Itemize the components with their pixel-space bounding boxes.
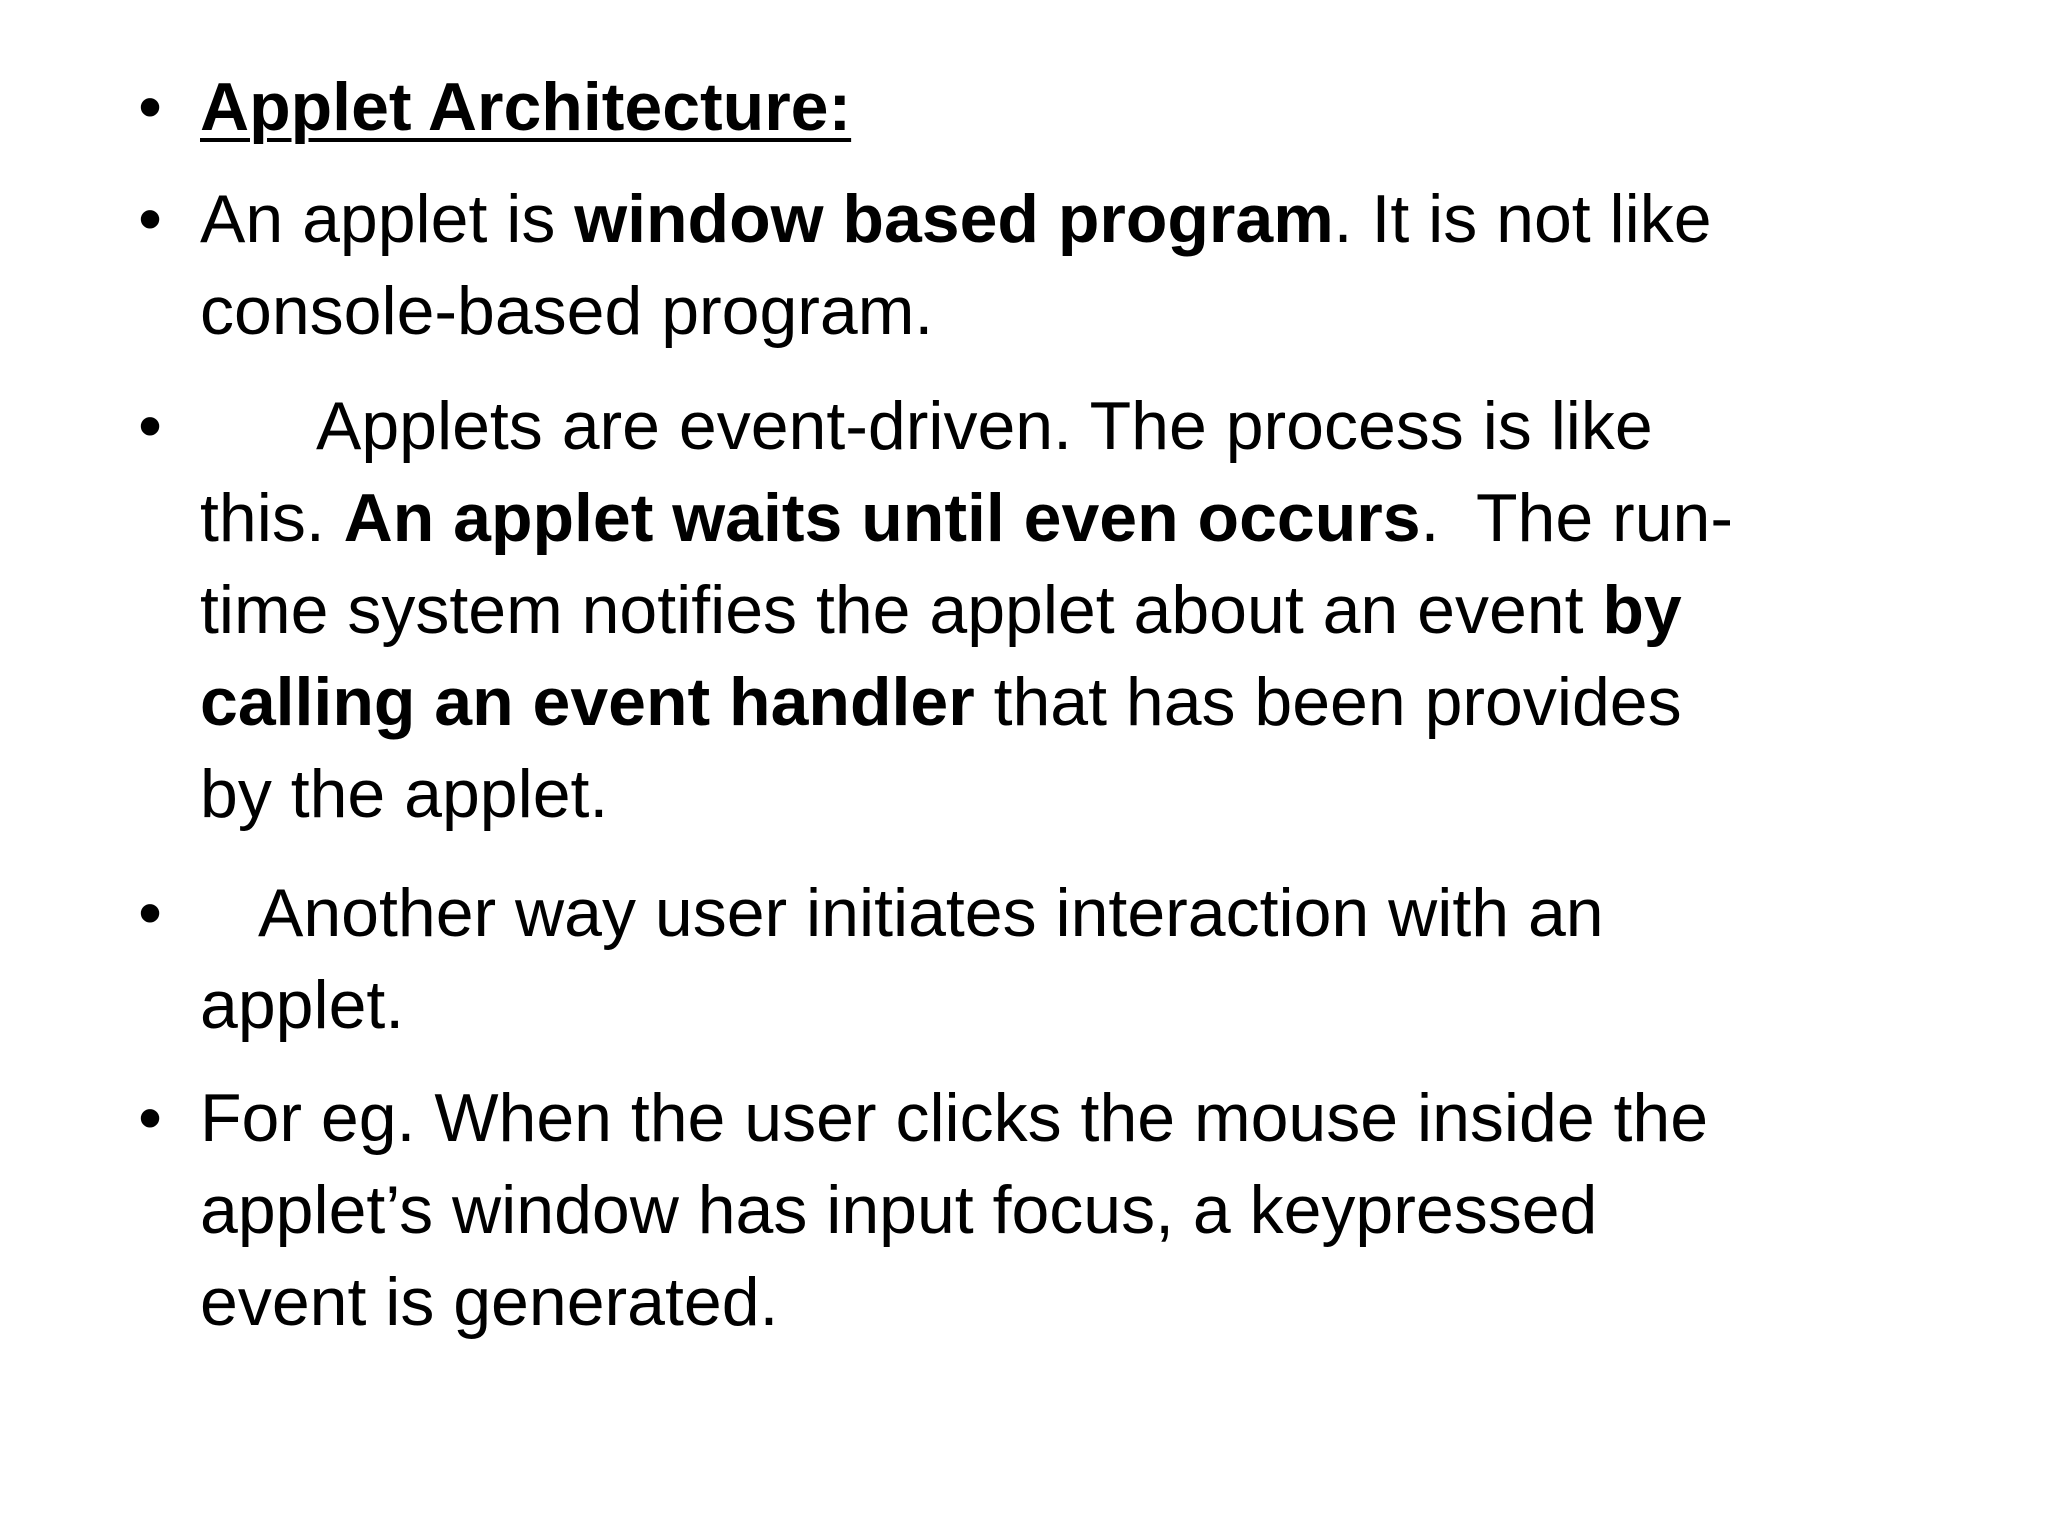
bullet-window-based <box>138 173 1960 357</box>
bullet-dot: • <box>138 181 162 257</box>
bold-text-run: by <box>1602 572 1682 648</box>
text-run: that has been provides <box>974 664 1682 740</box>
text-line: applet’s window has input focus, a keypressed <box>200 1172 1598 1248</box>
text-line: by the applet. <box>200 756 609 832</box>
bullet-another-way <box>138 867 1960 1051</box>
bullet-dot: • <box>138 875 162 951</box>
bullet-heading <box>138 61 1960 153</box>
bullet-example <box>138 1072 1960 1348</box>
bold-text-run: window based program <box>574 181 1334 257</box>
text-run: . It is not like <box>1333 181 1712 257</box>
bullet-event-driven <box>138 380 1960 840</box>
bold-text-run: calling an event handler <box>200 664 975 740</box>
text-line: applet. <box>200 967 405 1043</box>
text-run: Applets are event-driven. The process is like <box>316 388 1653 464</box>
text-line: For eg. When the user clicks the mouse inside the <box>200 1080 1709 1156</box>
text-run: . The run- <box>1420 480 1733 556</box>
bold-text-run: An applet waits until even occurs <box>343 480 1421 556</box>
slide-heading: Applet Architecture: <box>200 69 852 145</box>
text-run: Another way user initiates interaction with an <box>258 875 1604 951</box>
text-line: event is generated. <box>200 1264 779 1340</box>
text-run: An applet is <box>200 181 575 257</box>
text-run: this. <box>200 480 344 556</box>
text-run: time system notifies the applet about an event <box>200 572 1603 648</box>
bullet-dot: • <box>138 69 162 145</box>
text-line: console-based program. <box>200 273 934 349</box>
bullet-dot: • <box>138 388 162 464</box>
bullet-dot: • <box>138 1080 162 1156</box>
